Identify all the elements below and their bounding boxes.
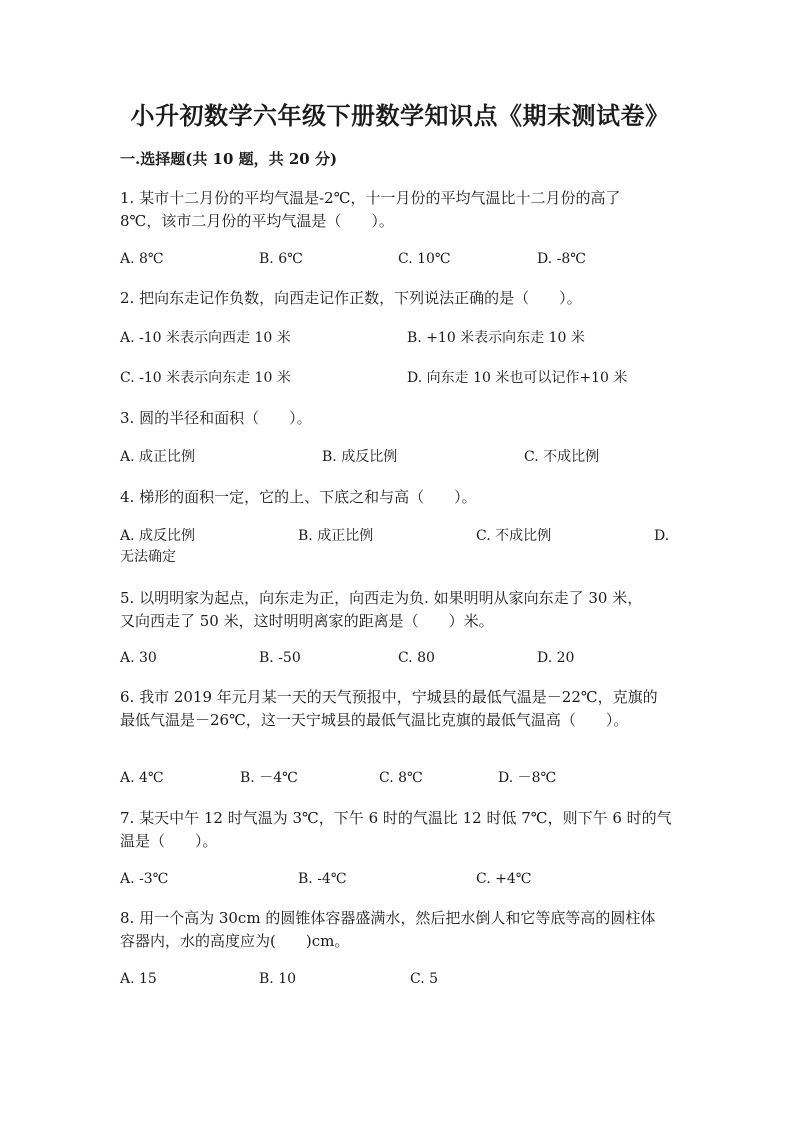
question-text-line: 7. 某天中午 12 时气温为 3℃，下午 6 时的气温比 12 时低 7℃，则下午 6 时的气 xyxy=(120,809,672,827)
option-d: D. xyxy=(654,528,670,544)
option-c: C. +4℃ xyxy=(476,871,532,887)
option-c: C. 5 xyxy=(410,971,439,987)
option-c: C. -10 米表示向东走 10 米 xyxy=(120,370,291,386)
option-d: D. 向东走 10 米也可以记作+10 米 xyxy=(407,370,628,386)
question-2 xyxy=(120,287,690,310)
question-3 xyxy=(120,407,690,430)
option-d-text: 无法确定 xyxy=(120,549,176,565)
option-a: A. 成正比例 xyxy=(120,449,196,465)
question-7 xyxy=(120,807,690,853)
question-text-line: 8. 用一个高为 30cm 的圆锥体容器盛满水，然后把水倒人和它等底等高的圆柱体 xyxy=(120,909,656,927)
question-text-line: 温是（ ）。 xyxy=(120,832,218,850)
option-c: C. 8℃ xyxy=(379,770,423,786)
option-a: A. 15 xyxy=(120,971,157,987)
option-d: D. －8℃ xyxy=(498,770,557,786)
question-1 xyxy=(120,187,690,233)
option-a: A. 4℃ xyxy=(120,770,164,786)
question-text-line: 2. 把向东走记作负数，向西走记作正数，下列说法正确的是（ ）。 xyxy=(120,289,582,307)
option-c: C. 不成比例 xyxy=(524,449,600,465)
option-b: B. －4℃ xyxy=(240,770,298,786)
question-text-line: 6. 我市 2019 年元月某一天的天气预报中，宁城县的最低气温是－22℃，克旗的 xyxy=(120,688,658,706)
option-c: C. 80 xyxy=(398,650,435,666)
option-b: B. 成正比例 xyxy=(298,528,374,544)
question-text-line: 5. 以明明家为起点，向东走为正，向西走为负. 如果明明从家向东走了 30 米， xyxy=(120,589,643,607)
page-title: 小升初数学六年级下册数学知识点《期末测试卷》 xyxy=(130,101,670,130)
question-text-line: 8℃，该市二月份的平均气温是（ ）。 xyxy=(120,212,394,230)
question-text-line: 1. 某市十二月份的平均气温是-2℃，十一月份的平均气温比十二月份的高了 xyxy=(120,189,621,207)
option-a: A. 成反比例 xyxy=(120,528,196,544)
question-text-line: 又向西走了 50 米，这时明明离家的距离是（ ）米。 xyxy=(120,612,494,630)
section-heading: 一.选择题(共 10 题，共 20 分) xyxy=(120,150,338,168)
question-text-line: 3. 圆的半径和面积（ ）。 xyxy=(120,409,312,427)
option-b: B. 6℃ xyxy=(259,251,303,267)
option-b: B. -4℃ xyxy=(298,871,347,887)
option-c: C. 10℃ xyxy=(398,251,451,267)
option-b: B. 成反比例 xyxy=(322,449,398,465)
option-c: C. 不成比例 xyxy=(476,528,552,544)
question-6 xyxy=(120,686,690,732)
option-b: B. +10 米表示向东走 10 米 xyxy=(407,330,585,346)
question-5 xyxy=(120,587,690,633)
question-text-line: 4. 梯形的面积一定，它的上、下底之和与高（ ）。 xyxy=(120,488,477,506)
option-b: B. 10 xyxy=(259,971,297,987)
option-d: D. 20 xyxy=(537,650,575,666)
option-b: B. -50 xyxy=(259,650,301,666)
option-a: A. 8℃ xyxy=(120,251,164,267)
question-text-line: 容器内，水的高度应为( )cm。 xyxy=(120,932,350,950)
option-a: A. -10 米表示向西走 10 米 xyxy=(120,330,291,346)
option-a: A. 30 xyxy=(120,650,157,666)
question-8 xyxy=(120,907,690,953)
question-4 xyxy=(120,486,690,509)
option-a: A. -3℃ xyxy=(120,871,169,887)
option-d: D. -8℃ xyxy=(537,251,586,267)
question-text-line: 最低气温是－26℃，这一天宁城县的最低气温比克旗的最低气温高（ ）。 xyxy=(120,711,629,729)
